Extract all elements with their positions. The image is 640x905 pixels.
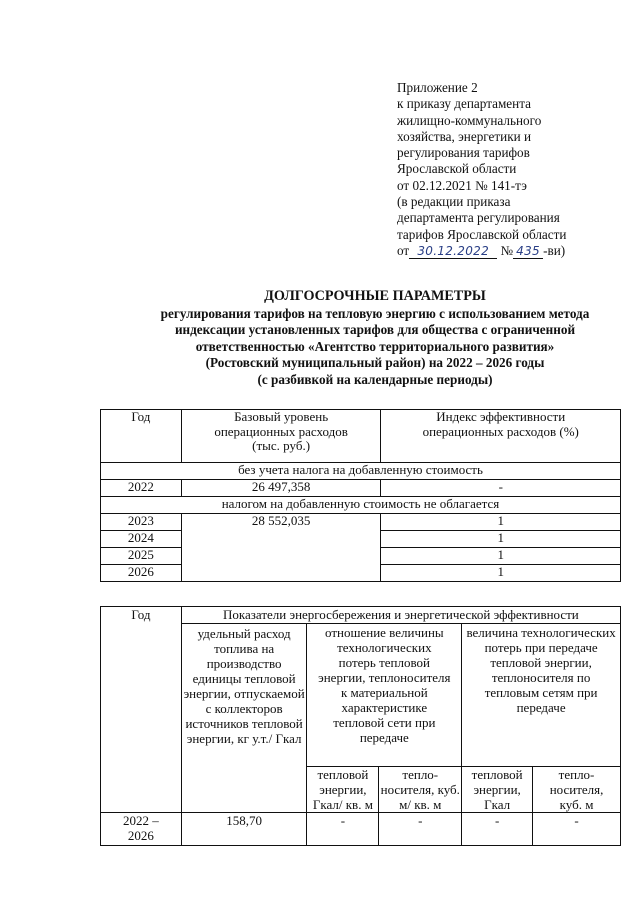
cell-year: 2022 (101, 480, 182, 497)
appendix-line: департамента регулирования (397, 210, 560, 226)
header-indicators: Показатели энергосбережения и энергетической эффективности (181, 607, 620, 624)
table-row (101, 480, 621, 497)
cell-ratio-heat: - (307, 813, 379, 846)
appendix-line: к приказу департамента (397, 96, 531, 112)
cell-period: 2022 – 2026 (101, 813, 182, 846)
appendix-line: жилищно-коммунального (397, 112, 542, 128)
date-fill-line (409, 244, 497, 259)
cell-index: 1 (381, 548, 621, 565)
cell-year: 2023 (101, 514, 182, 531)
header-base-opex: Базовый уровень операционных расходов (тыс. руб.) (181, 410, 381, 463)
appendix-line: Приложение 2 (397, 80, 478, 95)
appendix-line: регулирования тарифов (397, 145, 530, 161)
cell-index: - (381, 480, 621, 497)
section-no-vat: без учета налога на добавленную стоимость (101, 463, 621, 480)
appendix-line: хозяйства, энергетики и (397, 128, 532, 144)
cell-year: 2024 (101, 531, 182, 548)
cell-ratio-carrier: - (379, 813, 462, 846)
header-loss-ratio: отношение величины технологических потерь тепловой энергии, теплоносителя к материальной характеристике тепловой сети при передаче (307, 624, 462, 767)
cell-loss-carrier: - (533, 813, 621, 846)
handwritten-number: 435 (516, 243, 540, 258)
table-row (101, 813, 621, 846)
header-year: Год (101, 607, 182, 813)
header-fuel-consumption: удельный расход топлива на производство единицы тепловой энергии, отпускаемой с коллекторов источников тепловой энергии, кг у.т./ Гкал (181, 624, 307, 813)
header-efficiency-index: Индекс эффективности операционных расходов (%) (381, 410, 621, 463)
table-row (101, 514, 621, 531)
header-year: Год (101, 410, 182, 463)
section-row (101, 463, 621, 480)
opex-header-row (101, 410, 621, 463)
appendix-prefix: от (397, 242, 410, 258)
title-line: индексации установленных тарифов для общества с ограниченной (174, 322, 576, 337)
energy-efficiency-table (100, 606, 621, 846)
title-line: регулирования тарифов на тепловую энергию с использованием метода (160, 305, 590, 321)
number-sign: № (500, 242, 514, 258)
document-title (95, 288, 640, 388)
group-header-row (101, 607, 621, 624)
header-ratio-carrier: тепло-носителя, куб. м/ кв. м (380, 767, 460, 812)
appendix-line: тарифов Ярославской области (397, 226, 567, 242)
appendix-suffix: -ви) (543, 242, 566, 258)
header-loss-heat: тепловой энергии, Гкал (462, 767, 533, 813)
cell-year: 2026 (101, 565, 182, 582)
title-line: (Ростовский муниципальный район) на 2022 – 2026 годы (205, 355, 545, 370)
title-line: ответственностью «Агентство территориального развития» (195, 338, 555, 354)
cell-fuel: 158,70 (181, 813, 307, 846)
title-line: (с разбивкой на календарные периоды) (257, 371, 493, 387)
number-fill-line (513, 244, 543, 259)
cell-year: 2025 (101, 548, 182, 565)
appendix-line: Ярославской области (397, 161, 517, 177)
header-loss-carrier: тепло-носителя, куб. м (533, 767, 621, 813)
header-loss-amount: величина технологических потерь при передаче тепловой энергии, теплоносителя по тепловым сетям при передаче (462, 624, 621, 767)
cell-index: 1 (381, 565, 621, 582)
cell-base: 26 497,358 (181, 480, 381, 497)
cell-base: 28 552,035 (181, 514, 381, 582)
handwritten-date: 30.12.2022 (417, 243, 490, 258)
appendix-line: от 02.12.2021 № 141-тэ (397, 177, 527, 193)
section-row (101, 497, 621, 514)
cell-loss-heat: - (462, 813, 533, 846)
cell-index: 1 (381, 514, 621, 531)
appendix-line: (в редакции приказа (397, 194, 511, 210)
title-heading: ДОЛГОСРОЧНЫЕ ПАРАМЕТРЫ (264, 288, 486, 304)
appendix-block (397, 80, 632, 259)
header-ratio-heat: тепловой энергии, Гкал/ кв. м (307, 767, 379, 813)
appendix-last-line (397, 243, 632, 259)
opex-table (100, 409, 621, 582)
section-vat-exempt: налогом на добавленную стоимость не облагается (101, 497, 621, 514)
cell-index: 1 (381, 531, 621, 548)
